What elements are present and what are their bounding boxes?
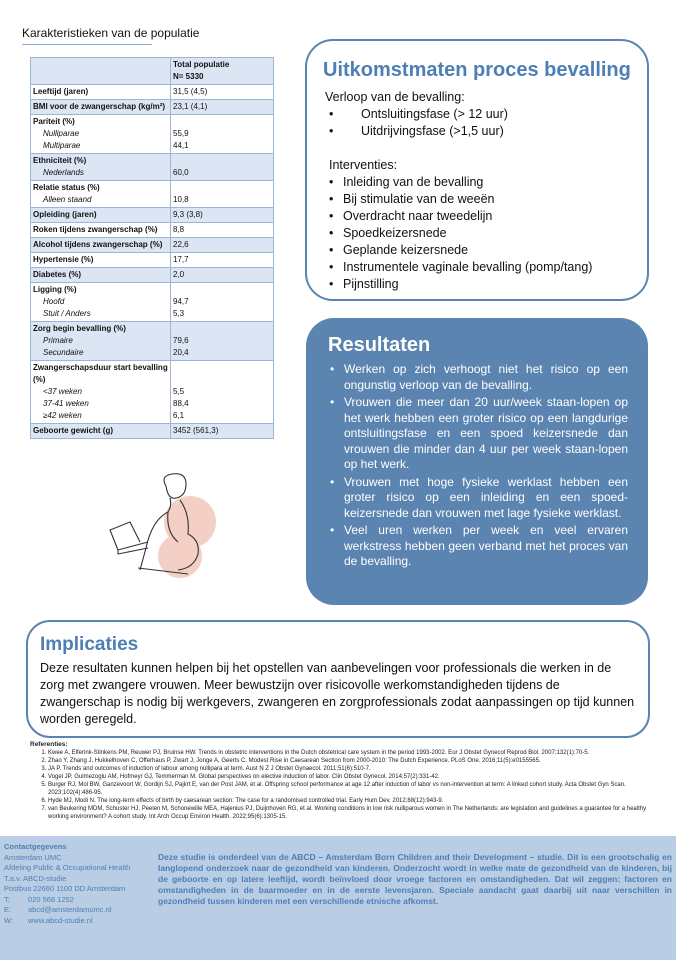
table-title: Karakteristieken van de populatie (22, 26, 200, 40)
results-title: Resultaten (328, 334, 431, 356)
table-row: Zorg begin bevalling (%) Primaire Secundaire 79,6 20,4 (31, 322, 274, 361)
contact-title: Contactgegevens (4, 842, 67, 851)
implications-text: Deze resultaten kunnen helpen bij het opstellen van aanbevelingen voor professionals die werken in de zorg met zwangere vrouwen. Meer bewustzijn over risicovolle werkomstandigheden tijdens de zwangerschap is nodig bij werkgevers, zwangeren en zorgprofessionals zodat aanpassingen op tijd kunnen worden geregeld. (40, 661, 635, 726)
table-row: Hypertensie (%) 17,7 (31, 253, 274, 268)
list-item: • Overdracht naar tweedelijn (327, 208, 635, 225)
outcomes-title: Uitkomstmaten proces bevalling (323, 59, 631, 81)
phone-number: 020 566 1252 (28, 894, 74, 904)
about-study-text: Deze studie is onderdeel van de ABCD – Amsterdam Born Children and their Development – studie. Dit is een grootschalig en langlopend onderzoek naar de gezondheid van kinderen. Onderzocht wordt in welke mate de gezondheid van de kinderen, bij de geboorte en op latere leeftijd, wordt beïnvloed door vroege factoren en omstandigheden. Dat wil zeggen: factoren en omstandigheden in de baarmoeder en in de eerste levensjaren. Speciale aandacht gaat daarbij uit naar verschillen in gezondheid tussen kinderen met een verschillende etnische afkomst. (158, 852, 672, 906)
list-item: 1. Kwee A, Elferink-Stinkens PM, Reuwer PJ, Bruinse HW. Trends in obstetric interventions in the Dutch obstetrical care system in the period 1993-2002. Eur J Obstet Gynecol Reprod Biol. 2007;132(1):70-5. (48, 749, 660, 757)
interventions-list (327, 174, 635, 293)
table-row: Ligging (%) Hoofd Stuit / Anders 94,7 5,3 (31, 283, 274, 322)
list-item: • Ontsluitingsfase (> 12 uur) (327, 106, 635, 123)
table-row: BMI voor de zwangerschap (kg/m²) 23,1 (4,1) (31, 100, 274, 115)
table-row: Pariteit (%) Nulliparae Multiparae 55,9 44,1 (31, 115, 274, 154)
table-row: Diabetes (%) 2,0 (31, 268, 274, 283)
references-title: Referenties: (30, 741, 68, 748)
table-row: Geboorte gewicht (g) 3452 (561,3) (31, 424, 274, 439)
website-link[interactable]: www.abcd-studie.nl (28, 915, 93, 925)
list-item: 5. Burger RJ, Mol BW, Ganzevoort W, Gordijn SJ, Pajkrt E, van der Post JAM, et al. Offspring school performance at age 12 after induction of labor vs non-intervention at term: A linked cohort study. Acta Obstet Gyn Scan. 2023;102(4):486-95. (48, 781, 660, 797)
results-box (306, 318, 648, 605)
list-item: • Instrumentele vaginale bevalling (pomp/tang) (327, 259, 635, 276)
list-item: • Inleiding van de bevalling (327, 174, 635, 191)
list-item: • Bij stimulatie van de weeën (327, 191, 635, 208)
results-list (330, 362, 628, 572)
outcomes-body (325, 89, 635, 293)
course-label: Verloop van de bevalling: (325, 90, 465, 104)
list-item: • Uitdrijvingsfase (>1,5 uur) (327, 123, 635, 140)
list-item: 4. Vogel JP, Gulmezoglu AM, Hofmeyr GJ, Temmerman M. Global perspectives on elective induction of labor. Clin Obstet Gynecol. 2014;57(2):331-42. (48, 773, 660, 781)
list-item: • Geplande keizersnede (327, 242, 635, 259)
list-item: 3. JA P. Trends and outcomes of induction of labour among nullipara at term. Aust N Z J Obstet Gynaecol. 2011;51(6):510-7. (48, 765, 660, 773)
table-row: Roken tijdens zwangerschap (%) 8,8 (31, 223, 274, 238)
email-link[interactable]: abcd@amsterdamumc.nl (28, 905, 112, 914)
list-item: • Vrouwen die meer dan 20 uur/week staan-lopen op het werk hebben een groter risico op een langdurige ontsluitingsfase en een spoed keizersnede dan vrouwen die minder dan 4 uur per week staan-lopen op het werk. (330, 395, 628, 473)
list-item: • Veel uren werken per week en veel ervaren werkstress hebben geen verband met het proces van de bevalling. (330, 523, 628, 570)
title-underline (22, 44, 152, 45)
interventions-label: Interventies: (329, 158, 398, 172)
header-n: N= 5330 (173, 72, 204, 81)
table-row: Relatie status (%) Alleen staand 10,8 (31, 181, 274, 208)
table-row: Leeftijd (jaren) 31,5 (4,5) (31, 85, 274, 100)
table-row: Alcohol tijdens zwangerschap (%) 22,6 (31, 238, 274, 253)
table-row: Zwangerschapsduur start bevalling (%) <37 weken 37-41 weken ≥42 weken 5,5 88,4 6,1 (31, 361, 274, 424)
list-item: • Vrouwen met hoge fysieke werklast hebben een groter risico op een inleiding en een spoed-keizersnede dan vrouwen met lage fysieke werklast. (330, 475, 628, 522)
header-total: Total populatie (173, 60, 230, 69)
table-row: Ethniciteit (%) Nederlands 60,0 (31, 154, 274, 181)
contact-info: Contactgegevens Amsterdam UMC Afdeling Public & Occupational Health T.a.v. ABCD-studie Postbus 22660 1100 DD Amsterdam T: 020 566 1252 E: abcd@amsterdamumc.nl W: www.abcd-studie.nl (4, 842, 131, 925)
table-header-row (31, 58, 274, 85)
implications-title: Implicaties (40, 634, 139, 655)
course-list (327, 106, 635, 140)
list-item: 7. van Beukering MDM, Schuster HJ, Peelen M, Schonewille MEA, Hajenius PJ, Duijnhoven RG, et al. Working conditions in low risk nulliparous women in The Netherlands: are legislation and guidelines a guarantee for a healthy working environment? A cohort study. Int Arch Occup Environ Health. 2022;95(6):1305-15. (48, 805, 660, 821)
implications-box (26, 620, 650, 738)
population-table (30, 57, 274, 439)
references (30, 741, 660, 821)
pregnant-worker-illustration (108, 472, 228, 584)
list-item: • Pijnstilling (327, 276, 635, 293)
outcomes-box (305, 39, 649, 301)
list-item: 2. Zhao Y, Zhang J, Hukkelhoven C, Offerhaus P, Zwart J, Jonge A, Geerts C. Modest Rise in Caesarean Section from 2000-2010: The Dutch Experience. PLoS One. 2016;11(5):e0155565. (48, 757, 660, 765)
table-row: Opleiding (jaren) 9,3 (3,8) (31, 208, 274, 223)
list-item: • Werken op zich verhoogt niet het risico op een ongunstig verloop van de bevalling. (330, 362, 628, 393)
references-list (30, 749, 660, 821)
list-item: 6. Hyde MJ, Modi N. The long-term effects of birth by caesarean section: The case for a randomised controlled trial. Early Hum Dev. 2012;88(12):943-9. (48, 797, 660, 805)
list-item: • Spoedkeizersnede (327, 225, 635, 242)
